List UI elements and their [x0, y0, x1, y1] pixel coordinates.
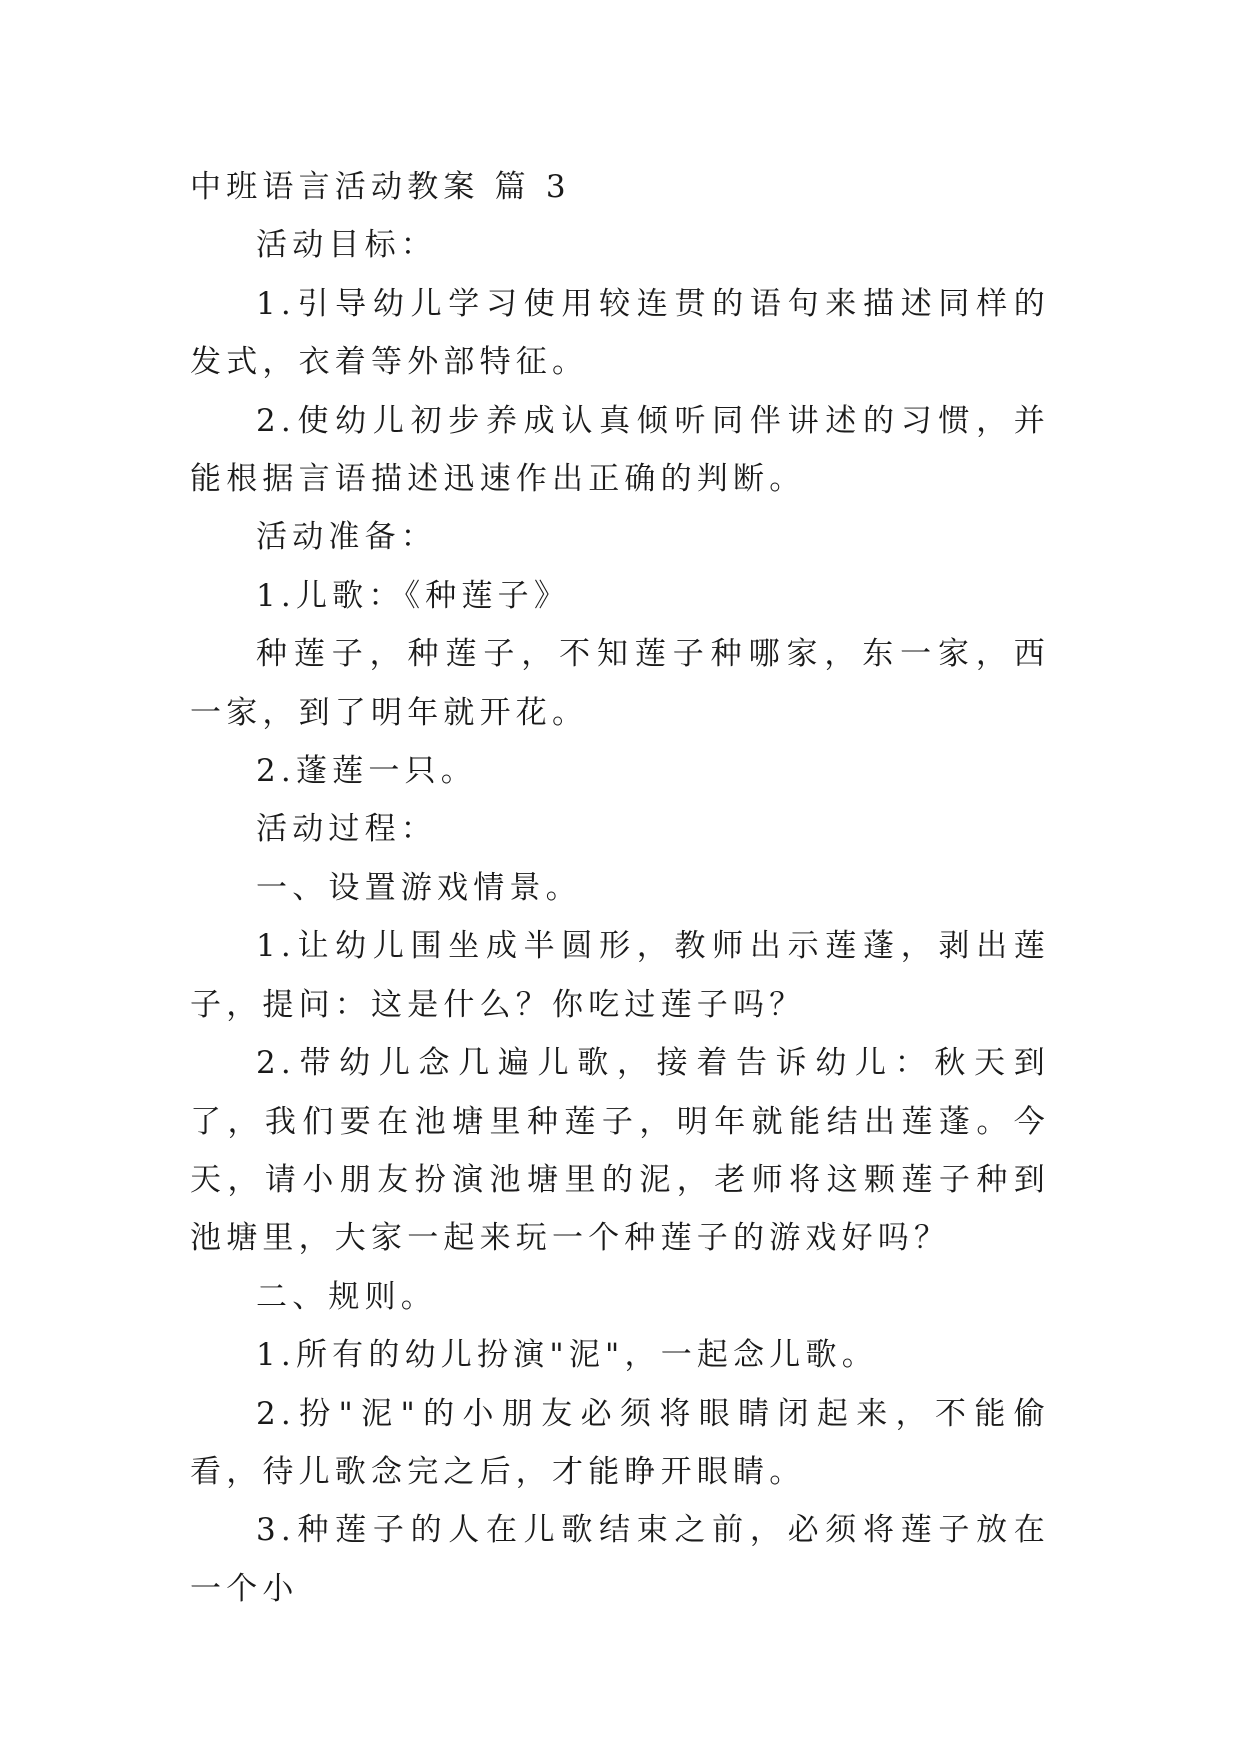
paragraph-process-1: 1.让幼儿围坐成半圆形，教师出示莲蓬，剥出莲子，提问：这是什么？你吃过莲子吗？	[190, 928, 1050, 1023]
paragraph-process-2: 2.带幼儿念几遍儿歌，接着告诉幼儿：秋天到了，我们要在池塘里种莲子，明年就能结出莲蓬。今天，请小朋友扮演池塘里的泥，老师将这颗莲子种到池塘里，大家一起来玩一个种莲子的游戏好吗？	[190, 1045, 1050, 1257]
paragraph-prep-1: 1.儿歌：《种莲子》	[256, 577, 571, 614]
document-title: 中班语言活动教案 篇 3	[190, 169, 571, 205]
paragraph-rule-1: 1.所有的幼儿扮演"泥"，一起念儿歌。	[256, 1337, 878, 1374]
section-heading-preparation: 活动准备：	[256, 519, 437, 556]
paragraph-song-lyrics: 种莲子，种莲子，不知莲子种哪家，东一家，西一家，到了明年就开花。	[190, 636, 1050, 731]
document-body	[190, 158, 1050, 1618]
section-heading-process: 活动过程：	[256, 811, 437, 848]
paragraph-goal-1: 1.引导幼儿学习使用较连贯的语句来描述同样的发式，衣着等外部特征。	[190, 285, 1050, 381]
subheading-rules: 二、规则。	[256, 1278, 437, 1315]
paragraph-goal-2: 2.使幼儿初步养成认真倾听同伴讲述的习惯，并能根据言语描述迅速作出正确的判断。	[190, 402, 1050, 498]
paragraph-prep-2: 2.蓬莲一只。	[256, 753, 477, 790]
paragraph-rule-3: 3.种莲子的人在儿歌结束之前，必须将莲子放在一个小	[190, 1512, 1050, 1607]
subheading-scene: 一、设置游戏情景。	[256, 869, 582, 906]
section-heading-goals: 活动目标：	[256, 227, 437, 264]
paragraph-rule-2: 2.扮"泥"的小朋友必须将眼睛闭起来，不能偷看，待儿歌念完之后，才能睁开眼睛。	[190, 1395, 1050, 1490]
